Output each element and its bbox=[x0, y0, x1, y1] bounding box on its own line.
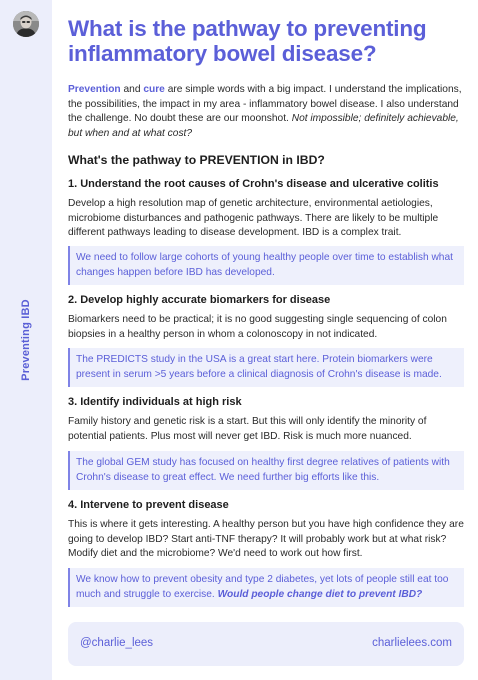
avatar-photo-icon bbox=[13, 11, 39, 37]
prevention-highlight: Prevention bbox=[68, 84, 121, 95]
intro-italic: Not impossible; definitely achievable, but when and at what cost? bbox=[68, 113, 459, 139]
section-4-heading: 4. Intervene to prevent disease bbox=[68, 499, 229, 511]
section-2-body: Biomarkers need to be practical; it is no good suggesting single sequencing of colon biopsies in a healthy person in whom a colonoscopy in not indicated. bbox=[68, 314, 447, 340]
website-link[interactable]: charlielees.com bbox=[372, 637, 452, 649]
section-4-callout-text: We know how to prevent obesity and type 2 diabetes, yet lots of people still eat too much and struggle to exercise. bbox=[76, 574, 449, 600]
footer bbox=[68, 622, 464, 666]
section-3-heading: 3. Identify individuals at high risk bbox=[68, 396, 242, 408]
section-1-body: Develop a high resolution map of genetic architecture, environmental aetiologies, microbiome disturbances and pathogenic pathways. There are likely to be multiple different pathways leading to disease development. IBD is a complex trait. bbox=[68, 198, 439, 238]
section-1-callout: We need to follow large cohorts of young healthy people over time to establish what changes happen before IBD has developed. bbox=[68, 246, 464, 285]
section-2-heading: 2. Develop highly accurate biomarkers for disease bbox=[68, 294, 331, 306]
section-1-heading: 1. Understand the root causes of Crohn's disease and ulcerative colitis bbox=[68, 178, 439, 190]
section-3-callout: The global GEM study has focused on healthy first degree relatives of patients with Crohn's disease to great effect. We need further big efforts like this. bbox=[68, 451, 464, 490]
intro-paragraph bbox=[68, 83, 464, 141]
sidebar-label: Preventing IBD bbox=[20, 299, 32, 381]
sidebar bbox=[0, 0, 52, 680]
section-4-callout-emphasis: Would people change diet to prevent IBD? bbox=[217, 588, 423, 600]
section-2-callout: The PREDICTS study in the USA is a great start here. Protein biomarkers were present in serum >5 years before a clinical diagnosis of Crohn's disease is made. bbox=[68, 348, 464, 387]
page-title: What is the pathway to preventing inflammatory bowel disease? bbox=[68, 16, 427, 66]
cure-highlight: cure bbox=[143, 84, 165, 95]
section-3-body: Family history and genetic risk is a start. But this will only identify the minority of potential patients. Plus most will never get IBD. Risk is much more nuanced. bbox=[68, 416, 427, 442]
social-handle-link[interactable]: @charlie_lees bbox=[80, 637, 154, 649]
intro-text: are simple words with a big impact. I understand the implications, the possibilities, the impact in my area - inflammatory bowel disease. I also understand the challenge. No doubt these are our moonshot. bbox=[68, 84, 462, 124]
avatar bbox=[13, 11, 39, 37]
section-4-callout bbox=[68, 568, 464, 607]
section-4-body: This is where it gets interesting. A healthy person but you have high confidence they are going to develop IBD? Start anti-TNF therapy? It will probably work but at what risk? Modify diet and the microbiome? We'd need to work out how first. bbox=[68, 519, 464, 559]
section-heading: What's the pathway to PREVENTION in IBD? bbox=[68, 153, 325, 167]
intro-and: and bbox=[120, 84, 144, 95]
